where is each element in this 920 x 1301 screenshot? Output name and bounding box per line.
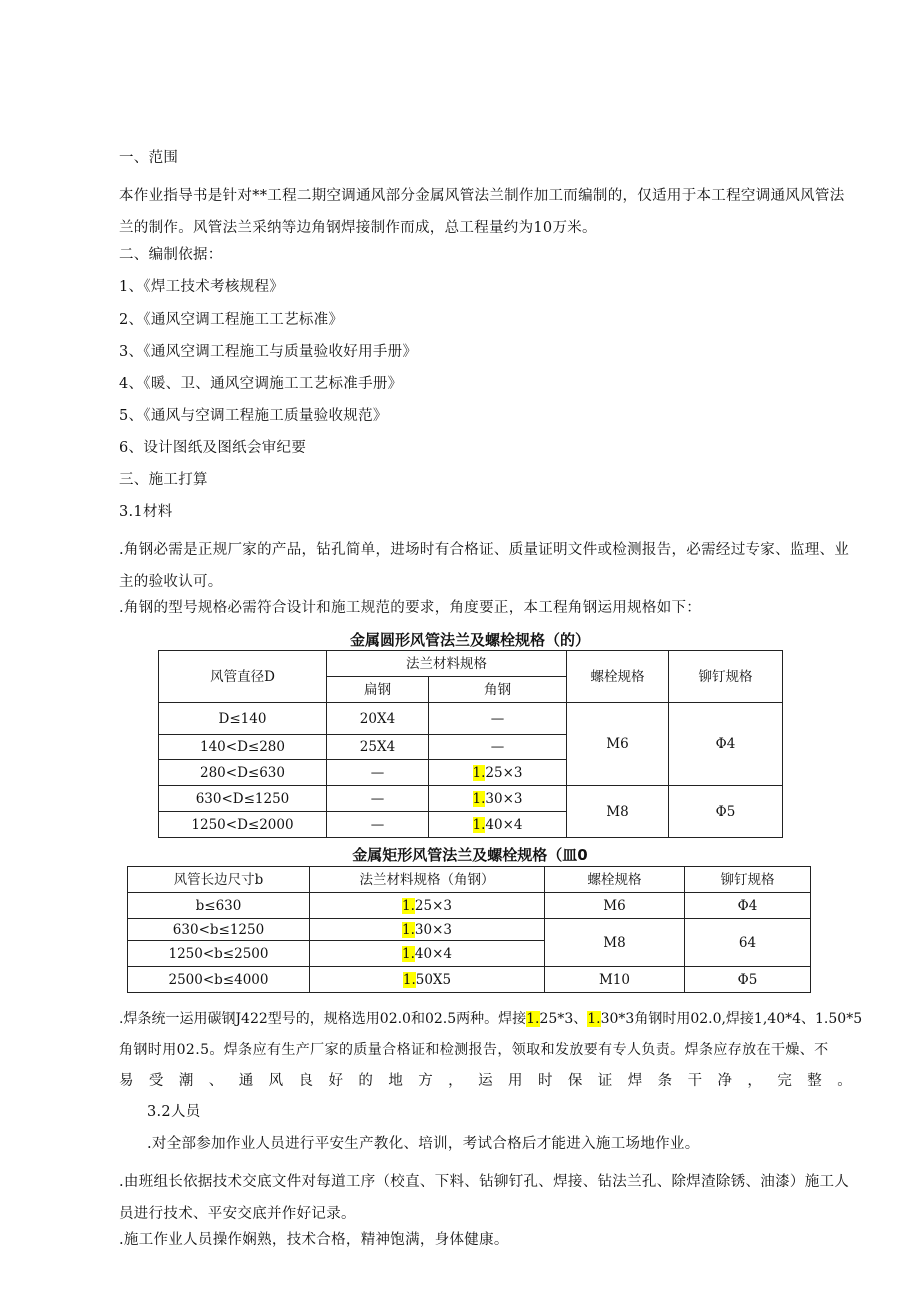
table-cell [310, 893, 545, 919]
table-cell [429, 812, 567, 838]
weld-line-3: 易受潮、通风良好的地方，运用时保证焊条干净，完整。 [119, 1073, 852, 1089]
section-1-body: 本作业指导书是针对**工程二期空调通风部分金属风管法兰制作加工而编制的，仅适用于本工程空调通风风管法兰的制作。风管法兰采纳等边角钢焊接制作而成，总工程量约为10万米。 [119, 188, 845, 236]
round-duct-flange-table [158, 650, 783, 838]
table-cell: — [327, 786, 429, 812]
angle-value: 40×4 [485, 816, 523, 833]
staff-paragraph-2 [119, 1166, 854, 1230]
rivet-5-cell: Φ5 [685, 967, 811, 993]
table-cell: 25X4 [327, 735, 429, 760]
table-cell: b≤630 [128, 893, 310, 919]
table-cell [310, 967, 545, 993]
reference-item-1: 1、《焊工技术考核规程》 [119, 279, 285, 295]
reference-item-6: 6、设计图纸及图纸会审纪要 [119, 440, 307, 456]
table-1-caption: 金属圆形风管法兰及螺栓规格（的） [349, 631, 590, 649]
rivet-5-cell: Φ5 [669, 786, 783, 838]
table-cell: — [327, 812, 429, 838]
bolt-m8-cell: M8 [545, 919, 685, 967]
table-cell [429, 735, 567, 760]
staff-paragraph-3: .施工作业人员操作娴熟，技术合格，精神饱满，身体健康。 [119, 1232, 509, 1248]
rivet-4-cell: Φ4 [685, 893, 811, 919]
angle-value: 30×3 [414, 921, 452, 938]
table-cell: 140<D≤280 [159, 735, 327, 760]
weld-line-2: 角钢时用02.5。焊条应有生产厂家的质量合格证和检测报告，领取和发放要有专人负责。焊条应存放在干燥、不 [119, 1042, 829, 1058]
header-duct-long-side: 风管长边尺寸b [128, 867, 310, 893]
table-cell: D≤140 [159, 703, 327, 735]
reference-item-2: 2、《通风空调工程施工工艺标准》 [119, 312, 344, 328]
angle-value: — [490, 739, 505, 755]
bolt-m6-cell: M6 [567, 703, 669, 786]
weld-text-c: 30*3角钢时用02.0,焊接1,40*4、1.50*5 [600, 1011, 863, 1027]
header-flange-material: 法兰材料规格（角钢） [310, 867, 545, 893]
section-3-2-title: 3.2人员 [147, 1104, 201, 1120]
weld-line-1 [119, 1009, 862, 1029]
table-cell [310, 919, 545, 941]
header-flange-material: 法兰材料规格 [327, 651, 567, 677]
section-3-1-title: 3.1材料 [119, 504, 173, 520]
highlight-mark: 1. [402, 971, 416, 988]
rect-duct-flange-table [127, 866, 811, 993]
highlight-mark: 1. [402, 945, 415, 962]
material-paragraph-1: .角钢必需是正规厂家的产品，钻孔简单，进场时有合格证、质量证明文件或检测报告，必需经过专家、监理、业主的验收认可。 [119, 542, 850, 590]
highlight-mark: 1. [472, 790, 486, 807]
table-cell: 20X4 [327, 703, 429, 735]
table-cell [429, 703, 567, 735]
material-paragraph-2: .角钢的型号规格必需符合设计和施工规范的要求，角度要正，本工程角钢运用规格如下： [119, 600, 702, 616]
header-flat-steel: 扁钢 [327, 677, 429, 703]
angle-value: 40×4 [414, 945, 452, 962]
highlight-mark: 1. [402, 921, 415, 938]
angle-value: 25×3 [485, 764, 523, 781]
table-cell: 2500<b≤4000 [128, 967, 310, 993]
rivet-64-cell: 64 [685, 919, 811, 967]
section-1-title: 一、范围 [119, 150, 179, 166]
table-cell: 630<D≤1250 [159, 786, 327, 812]
angle-value: 50X5 [415, 971, 452, 988]
highlight-mark: 1. [587, 1011, 601, 1027]
highlight-mark: 1. [472, 816, 486, 833]
highlight-mark: 1. [402, 897, 415, 914]
table-cell [429, 760, 567, 786]
table-cell: 1250<D≤2000 [159, 812, 327, 838]
section-3-title: 三、施工打算 [119, 472, 208, 488]
staff-paragraph-2-text: .由班组长依据技术交底文件对每道工序（校直、下料、钻铆钉孔、焊接、钻法兰孔、除焊渣除锈、油漆）施工人员进行技术、平安交底并作好记录。 [119, 1174, 850, 1222]
header-rivet-spec: 铆钉规格 [669, 651, 783, 703]
header-bolt-spec: 螺栓规格 [567, 651, 669, 703]
angle-value: 30×3 [485, 790, 523, 807]
angle-value: — [490, 710, 505, 727]
header-bolt-spec: 螺栓规格 [545, 867, 685, 893]
section-2-title: 二、编制依据： [119, 247, 223, 263]
table-cell: 630<b≤1250 [128, 919, 310, 941]
reference-item-3: 3、《通风空调工程施工与质量验收好用手册》 [119, 344, 418, 360]
table-2-caption: 金属矩形风管法兰及螺栓规格（皿0 [352, 846, 588, 864]
angle-value: 25×3 [414, 897, 452, 914]
reference-item-5: 5、《通风与空调工程施工质量验收规范》 [119, 408, 388, 424]
table-cell: 1250<b≤2500 [128, 941, 310, 967]
highlight-mark: 1. [472, 764, 486, 781]
bolt-m6-cell: M6 [545, 893, 685, 919]
header-rivet-spec: 铆钉规格 [685, 867, 811, 893]
table-cell: 280<D≤630 [159, 760, 327, 786]
weld-text-b: 25*3、 [539, 1011, 588, 1027]
table-cell [310, 941, 545, 967]
reference-item-4: 4、《暖、卫、通风空调施工工艺标准手册》 [119, 376, 403, 392]
weld-text-a: .焊条统一运用碳钢J422型号的，规格选用02.0和02.5两种。焊接 [119, 1011, 527, 1027]
highlight-mark: 1. [526, 1011, 540, 1027]
bolt-m10-cell: M10 [545, 967, 685, 993]
table-cell [429, 786, 567, 812]
bolt-m8-cell: M8 [567, 786, 669, 838]
staff-paragraph-1: .对全部参加作业人员进行平安生产教化、培训，考试合格后才能进入施工场地作业。 [147, 1136, 700, 1152]
rivet-4-cell: Φ4 [669, 703, 783, 786]
header-angle-steel: 角钢 [429, 677, 567, 703]
header-duct-diameter: 风管直径D [159, 651, 327, 703]
table-cell: — [327, 760, 429, 786]
